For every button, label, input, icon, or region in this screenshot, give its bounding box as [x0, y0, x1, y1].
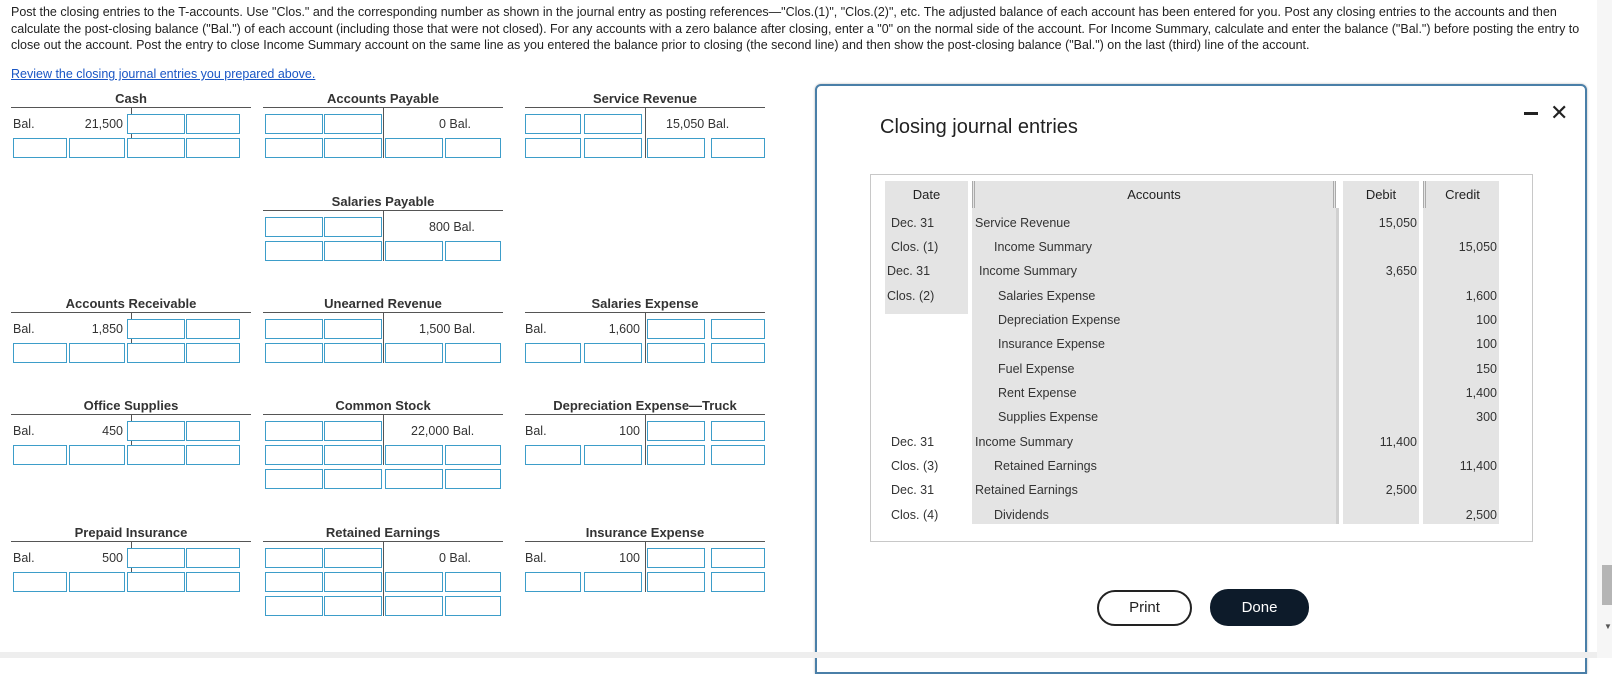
journal-debit: 3,650 [1385, 264, 1417, 278]
debit-amount-input[interactable] [324, 421, 382, 441]
debit-amount-input[interactable] [324, 548, 382, 568]
credit-amount-input[interactable] [127, 445, 185, 465]
journal-credit: 2,500 [1465, 508, 1497, 522]
debit-amount-input[interactable] [584, 138, 642, 158]
journal-account: Rent Expense [998, 386, 1077, 400]
closing-entries-modal [815, 84, 1587, 674]
credit-amount-input[interactable] [647, 548, 705, 568]
credit-amount-input[interactable] [127, 548, 185, 568]
credit-header: Credit [1423, 181, 1499, 208]
credit-amount-input[interactable] [647, 572, 705, 592]
journal-credit: 100 [1476, 337, 1497, 351]
bal-label: Bal. [525, 322, 547, 336]
journal-date: Dec. 31 [891, 483, 935, 497]
bal-label: Bal. [13, 551, 35, 565]
t-account-title: Cash [11, 91, 251, 108]
journal-account: Income Summary [975, 435, 1073, 449]
bal-label: Bal. [13, 424, 35, 438]
balance-value: 450 [102, 424, 123, 438]
debit-ref-input[interactable] [265, 421, 323, 441]
credit-ref-input[interactable] [445, 469, 501, 489]
t-account-title: Insurance Expense [525, 525, 765, 542]
balance-value: 500 [102, 551, 123, 565]
journal-credit: 11,400 [1459, 459, 1497, 473]
debit-ref-input[interactable] [265, 241, 323, 261]
modal-title: Closing journal entries [880, 116, 1078, 138]
credit-amount-input[interactable] [385, 241, 443, 261]
debit-ref-input[interactable] [265, 548, 323, 568]
debit-ref-input[interactable] [525, 114, 581, 134]
credit-amount-input[interactable] [385, 572, 443, 592]
credit-ref-input[interactable] [711, 445, 765, 465]
balance-value: 21,500 [84, 117, 123, 131]
credit-ref-input[interactable] [186, 319, 240, 339]
print-button[interactable]: Print [1097, 590, 1192, 626]
debit-ref-input[interactable] [525, 445, 581, 465]
credit-amount-input[interactable] [127, 138, 185, 158]
t-account-title: Office Supplies [11, 398, 251, 415]
credit-amount-input[interactable] [127, 421, 185, 441]
debit-ref-input[interactable] [265, 138, 323, 158]
review-journal-link[interactable]: Review the closing journal entries you prepared above. [11, 67, 316, 81]
bal-label: Bal. [13, 322, 35, 336]
debit-ref-input[interactable] [13, 445, 67, 465]
balance-value: 100 [619, 551, 640, 565]
debit-ref-input[interactable] [13, 138, 67, 158]
credit-amount-input[interactable] [385, 445, 443, 465]
t-account-title: Accounts Receivable [11, 296, 251, 313]
balance-value: 22,000 Bal. [411, 424, 475, 438]
date-header: Date [885, 181, 968, 208]
done-button[interactable]: Done [1210, 589, 1309, 626]
debit-ref-input[interactable] [265, 596, 323, 616]
journal-date: Clos. (2) [887, 289, 935, 303]
credit-amount-input[interactable] [127, 319, 185, 339]
journal-credit: 1,400 [1465, 386, 1497, 400]
credit-ref-input[interactable] [711, 138, 765, 158]
credit-ref-input[interactable] [711, 343, 765, 363]
credit-ref-input[interactable] [186, 421, 240, 441]
debit-amount-input[interactable] [69, 138, 125, 158]
scroll-down-icon[interactable]: ▼ [1604, 622, 1612, 631]
journal-account: Retained Earnings [994, 459, 1097, 473]
debit-amount-input[interactable] [127, 114, 185, 134]
debit-amount-input[interactable] [324, 241, 382, 261]
journal-date: Clos. (4) [891, 508, 939, 522]
debit-amount-input[interactable] [584, 114, 642, 134]
credit-ref-input[interactable] [186, 114, 240, 134]
credit-ref-input[interactable] [186, 548, 240, 568]
debit-amount-input[interactable] [324, 138, 382, 158]
credit-ref-input[interactable] [711, 548, 765, 568]
balance-value: 100 [619, 424, 640, 438]
debit-amount-input[interactable] [324, 445, 382, 465]
journal-account: Salaries Expense [998, 289, 1096, 303]
debit-amount-input[interactable] [69, 343, 125, 363]
journal-account: Insurance Expense [998, 337, 1106, 351]
credit-amount-input[interactable] [385, 138, 443, 158]
credit-ref-input[interactable] [445, 445, 501, 465]
journal-debit: 15,050 [1378, 216, 1417, 230]
debit-amount-input[interactable] [324, 572, 382, 592]
horizontal-scrollbar[interactable] [0, 652, 1597, 658]
credit-ref-input[interactable] [445, 138, 501, 158]
debit-amount-input[interactable] [324, 217, 382, 237]
page-scrollbar[interactable] [1597, 0, 1612, 658]
journal-account: Dividends [994, 508, 1049, 522]
debit-ref-input[interactable] [265, 319, 323, 339]
journal-account: Income Summary [994, 240, 1092, 254]
debit-amount-input[interactable] [324, 343, 382, 363]
t-account-title: Depreciation Expense—Truck [525, 398, 765, 415]
credit-amount-input[interactable] [127, 343, 185, 363]
credit-amount-input[interactable] [647, 421, 705, 441]
credit-amount-input[interactable] [385, 469, 443, 489]
debit-amount-input[interactable] [324, 596, 382, 616]
credit-amount-input[interactable] [647, 319, 705, 339]
balance-value: 1,500 Bal. [419, 322, 476, 336]
debit-amount-input[interactable] [324, 319, 382, 339]
debit-amount-input[interactable] [324, 469, 382, 489]
t-account-title: Common Stock [263, 398, 503, 415]
debit-amount-input[interactable] [584, 572, 642, 592]
journal-credit: 1,600 [1465, 289, 1497, 303]
balance-value: 0 Bal. [439, 117, 471, 131]
credit-ref-input[interactable] [186, 138, 240, 158]
debit-ref-input[interactable] [525, 572, 581, 592]
credit-amount-input[interactable] [647, 445, 705, 465]
journal-account: Service Revenue [975, 216, 1071, 230]
instructions-text: Post the closing entries to the T-accounts. Use "Clos." and the corresponding number as shown in the journal entry as posting references—"Clos.(1)", "Clos.(2)", etc. The adjusted balance of each account has been entered for you. Post any closing entries to the accounts and then calculate the post-closing balance ("Bal.") of each account (including those that were not closed). For any accounts with a zero balance after closing, enter a "0" on the normal side of the account. For Income Summary, calculate and enter the balance ("Bal.") before posting the entry to close out the account. Post the entry to close Income Summary account on the same line as you entered the balance prior to closing (the second line) and then show the post-closing balance ("Bal.") on the last (third) line of the account. [11, 5, 1580, 52]
balance-value: 1,850 [91, 322, 123, 336]
journal-credit: 100 [1476, 313, 1497, 327]
journal-account: Income Summary [979, 264, 1077, 278]
journal-account: Supplies Expense [998, 410, 1099, 424]
journal-credit: 150 [1476, 362, 1497, 376]
credit-ref-input[interactable] [711, 421, 765, 441]
close-icon[interactable]: ✕ [1550, 100, 1569, 125]
credit-amount-input[interactable] [385, 343, 443, 363]
debit-ref-input[interactable] [13, 572, 67, 592]
debit-ref-input[interactable] [265, 217, 323, 237]
t-account-title: Accounts Payable [263, 91, 503, 108]
credit-ref-input[interactable] [186, 445, 240, 465]
balance-value: 15,050 Bal. [666, 117, 730, 131]
debit-header: Debit [1343, 181, 1419, 208]
debit-amount-input[interactable] [69, 445, 125, 465]
journal-date: Dec. 31 [891, 216, 935, 230]
balance-value: 0 Bal. [439, 551, 471, 565]
journal-date: Clos. (1) [891, 240, 939, 254]
credit-ref-input[interactable] [445, 343, 501, 363]
balance-value: 1,600 [608, 322, 640, 336]
t-account-title: Service Revenue [525, 91, 765, 108]
debit-amount-input[interactable] [584, 445, 642, 465]
debit-ref-input[interactable] [265, 343, 323, 363]
t-account-title: Prepaid Insurance [11, 525, 251, 542]
credit-ref-input[interactable] [445, 596, 501, 616]
credit-amount-input[interactable] [127, 572, 185, 592]
journal-table [870, 174, 1533, 542]
journal-date: Clos. (3) [891, 459, 939, 473]
debit-ref-input[interactable] [265, 445, 323, 465]
journal-debit: 2,500 [1385, 483, 1417, 497]
credit-ref-input[interactable] [445, 241, 501, 261]
journal-account: Retained Earnings [975, 483, 1078, 497]
journal-credit: 300 [1476, 410, 1497, 424]
credit-amount-input[interactable] [647, 343, 705, 363]
journal-account: Depreciation Expense [998, 313, 1121, 327]
t-account-title: Unearned Revenue [263, 296, 503, 313]
credit-ref-input[interactable] [186, 572, 240, 592]
minimize-icon[interactable] [1524, 112, 1538, 115]
journal-debit: 11,400 [1379, 435, 1417, 449]
bal-label: Bal. [525, 424, 547, 438]
debit-ref-input[interactable] [265, 469, 323, 489]
bal-label: Bal. [525, 551, 547, 565]
credit-ref-input[interactable] [445, 572, 501, 592]
journal-date: Dec. 31 [891, 435, 935, 449]
debit-amount-input[interactable] [584, 343, 642, 363]
t-account-title: Retained Earnings [263, 525, 503, 542]
credit-ref-input[interactable] [711, 572, 765, 592]
journal-credit: 15,050 [1458, 240, 1497, 254]
bal-label: Bal. [13, 117, 35, 131]
debit-ref-input[interactable] [265, 114, 323, 134]
debit-ref-input[interactable] [525, 138, 581, 158]
debit-amount-input[interactable] [69, 572, 125, 592]
journal-date: Dec. 31 [887, 264, 931, 278]
balance-value: 800 Bal. [429, 220, 475, 234]
t-account-title: Salaries Payable [263, 194, 503, 211]
scrollbar-thumb[interactable] [1602, 565, 1612, 605]
journal-account: Fuel Expense [998, 362, 1075, 376]
credit-amount-input[interactable] [647, 138, 705, 158]
credit-ref-input[interactable] [711, 319, 765, 339]
debit-ref-input[interactable] [265, 572, 323, 592]
debit-ref-input[interactable] [525, 343, 581, 363]
credit-ref-input[interactable] [186, 343, 240, 363]
credit-amount-input[interactable] [385, 596, 443, 616]
debit-ref-input[interactable] [13, 343, 67, 363]
t-account-title: Salaries Expense [525, 296, 765, 313]
debit-amount-input[interactable] [324, 114, 382, 134]
accounts-header: Accounts [972, 181, 1336, 208]
